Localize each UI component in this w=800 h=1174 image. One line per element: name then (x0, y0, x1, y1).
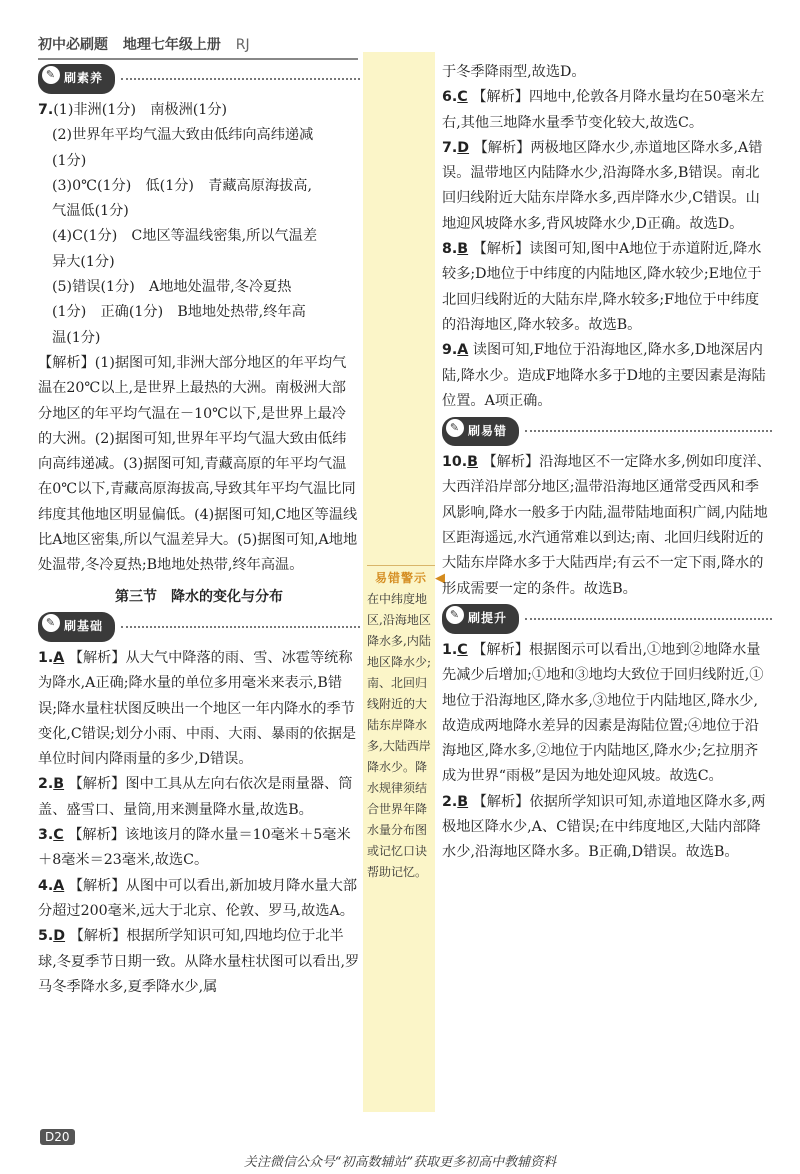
answer-line: 气温低(1分) (52, 203, 129, 220)
tag-label: 刷素养 (64, 71, 104, 86)
question-item: 5.D 【解析】根据所学知识可知,四地均位于北半球,冬夏季节日期一致。从降水量柱状图可以看出,罗马冬季降水多,夏季降水少,属 (38, 928, 360, 995)
section-tag-jichu (38, 614, 360, 640)
series-title: 初中必刷题 (38, 37, 108, 53)
analysis-label: 【解析】 (68, 827, 125, 844)
answer-letter: A (457, 342, 469, 359)
section-tag-yicuo (442, 418, 772, 444)
dotted-divider (121, 626, 360, 628)
warning-title: 易错警示 (367, 565, 435, 589)
page-header (38, 34, 368, 60)
tag-label: 刷基础 (64, 619, 104, 634)
analysis-label: 【解析】 (472, 793, 530, 810)
analysis-label: 【解析】 (69, 928, 127, 945)
question-item: 1.A 【解析】从大气中降落的雨、雪、冰雹等统称为降水,A正确;降水量的单位多用毫米来表示,B错误;降水量柱状图反映出一个地区一年内降水的季节变化,C错误;划分小雨、中雨、大雨、暴雨的依据是单位时间内降雨量的多少,D错误。 (38, 649, 357, 768)
analysis-text: 从图中可以看出,新加坡月降水量大部分超过200毫米,远大于北京、伦敦、罗马,故选A。 (38, 877, 358, 919)
analysis-text: 依据所学知识可知,赤道地区降水多,两极地区降水少,A、C错误;在中纬度地区,大陆内部降水少,沿海地区降水多。B正确,D错误。故选B。 (442, 793, 766, 861)
answer-line: (1分) (52, 152, 87, 169)
analysis-text: 四地中,伦敦各月降水量均在50毫米左右,其他三地降水量季节变化较大,故选C。 (442, 89, 765, 131)
analysis-label: 【解析】 (68, 649, 126, 666)
page-number: D20 (40, 1129, 75, 1145)
question-item: 1.C 【解析】根据图示可以看出,①地到②地降水量先减少后增加;①地和③地均大致位于回归线附近,①地位于沿海地区,降水多,③地位于内陆地区,降水少,故造成两地降水差异的因素是海陆位置;④地位于沿海地区,降水多,②地位于内陆地区,降水少;乞拉朋齐成为世界“雨极”是因为地处迎风坡。故选C。 (442, 641, 764, 785)
answer-line: 温(1分) (52, 329, 101, 346)
question-item: 10.B 【解析】沿海地区不一定降水多,例如印度洋、大西洋沿岸部分地区;温带沿海地区通常受西风和季风影响,降水一般多于内陆,温带陆地面积广阔,内陆地区距海遥远,水汽通常难以到达;南、北回归线附近的大陆东岸降水多于大陆西岸;有云不一定下雨,降水的形成需要一定的条件。故选B。 (442, 454, 771, 597)
question-item: 8.B 【解析】读图可知,图中A地位于赤道附近,降水较多;D地位于中纬度的内陆地区,降水较少;E地位于北回归线附近的大陆东岸,降水较多;F地位于中纬度的沿海地区,降水较多。故选B。 (442, 241, 762, 333)
question-item: 7.D 【解析】两极地区降水少,赤道地区降水多,A错误。温带地区内陆降水少,沿海降水多,B错误。南北回归线附近大陆东岸降水多,西岸降水少,C错误。山地迎风坡降水多,背风坡降水少,D正确。故选D。 (442, 139, 763, 232)
question-item: 2.B 【解析】图中工具从左向右依次是雨量器、筒盖、盛雪口、量筒,用来测量降水量,故选B。 (38, 776, 353, 818)
answer-line: (4)C(1分) C地区等温线密集,所以气温差 (52, 228, 318, 245)
analysis-text: 读图可知,图中A地位于赤道附近,降水较多;D地位于中纬度的内陆地区,降水较少;E地位于北回归线附近的大陆东岸,降水较多;F地位于中纬度的沿海地区,降水较多。故选B。 (442, 241, 762, 333)
edition-label: RJ (235, 37, 250, 53)
answer-letter: D (457, 139, 470, 156)
answer-line: (1)非洲(1分) 南极洲(1分) (53, 102, 228, 118)
question-7 (38, 98, 360, 579)
left-column (38, 62, 360, 1000)
question-item: 4.A 【解析】从图中可以看出,新加坡月降水量大部分超过200毫米,远大于北京、伦敦、罗马,故选A。 (38, 877, 358, 919)
question-number: 7. (38, 102, 54, 118)
answer-letter: C (457, 641, 468, 658)
answer-line: 异大(1分) (52, 253, 115, 270)
section-tag-suyang (38, 66, 360, 92)
section-tag-tisheng (442, 606, 772, 632)
pen-icon: ✎ (446, 606, 464, 624)
warning-text: 在中纬度地区,沿海地区降水多,内陆地区降水少;南、北回归线附近的大陆东岸降水多,大陆西岸降水少。降水规律须结合世界年降水量分布图或记忆口诀帮助记忆。 (367, 592, 432, 879)
answer-line: (5)错误(1分) A地地处温带,冬冷夏热 (52, 279, 292, 296)
book-title: 地理七年级上册 (122, 37, 221, 53)
answer-line: (3)0℃(1分) 低(1分) 青藏高原海拔高, (52, 177, 312, 194)
question-item: 9.A 读图可知,F地位于沿海地区,降水多,D地深居内陆,降水少。造成F地降水多于D地的主要因素是海陆位置。A项正确。 (442, 342, 766, 409)
arrow-left-icon: ◀ (435, 571, 445, 586)
analysis-text: 两极地区降水少,赤道地区降水多,A错误。温带地区内陆降水少,沿海降水多,B错误。南北回归线附近大陆东岸降水多,西岸降水少,C错误。山地迎风坡降水多,背风坡降水少,D正确。故选D。 (442, 139, 763, 232)
analysis-text: 根据所学知识可知,四地均位于北半球,冬夏季节日期一致。从降水量柱状图可以看出,罗马冬季降水多,夏季降水少,属 (38, 928, 360, 995)
answer-letter: A (53, 877, 65, 894)
tag-label: 刷易错 (468, 423, 508, 438)
analysis-text: 沿海地区不一定降水多,例如印度洋、大西洋沿岸部分地区;温带沿海地区通常受西风和季风影响,降水一般多于内陆,温带陆地面积广阔,内陆地区距海遥远,水汽通常难以到达;南、北回归线附近的大陆东岸降水多于大陆西岸;有云不一定下雨,降水的形成需要一定的条件。故选B。 (442, 454, 771, 597)
answer-letter: D (53, 928, 66, 945)
answer-letter: B (467, 454, 478, 471)
dotted-divider (525, 430, 772, 432)
header-divider (38, 58, 358, 60)
answer-line: (2)世界年平均气温大致由低纬向高纬递减 (52, 127, 314, 144)
answer-letter: A (53, 649, 65, 666)
analysis-text: 该地该月的降水量＝10毫米＋5毫米＋8毫米＝23毫米,故选C。 (38, 827, 351, 869)
answer-letter: C (53, 827, 64, 844)
answer-letter: B (457, 241, 469, 258)
analysis-text: 根据图示可以看出,①地到②地降水量先减少后增加;①地和③地均大致位于回归线附近,①地位于沿海地区,降水多,③地位于内陆地区,降水少,故造成两地降水差异的因素是海陆位置;④地位于沿海地区,降水多,②地位于内陆地区,降水少;乞拉朋齐成为世界“雨极”是因为地处迎风坡。故选C。 (442, 641, 764, 785)
dotted-divider (121, 78, 360, 80)
tag-label: 刷提升 (468, 611, 508, 626)
analysis-label: 【解析】 (472, 641, 529, 658)
analysis-label: 【解析】 (38, 354, 95, 371)
analysis-text: 读图可知,F地位于沿海地区,降水多,D地深居内陆,降水少。造成F地降水多于D地的主要因素是海陆位置。A项正确。 (442, 342, 766, 409)
footer-note: 关注微信公众号“初高数辅站”获取更多初高中教辅资料 (243, 1155, 557, 1170)
question-item: 6.C 【解析】四地中,伦敦各月降水量均在50毫米左右,其他三地降水量季节变化较大,故选C。 (442, 89, 765, 131)
question-item: 3.C 【解析】该地该月的降水量＝10毫米＋5毫米＋8毫米＝23毫米,故选C。 (38, 827, 351, 869)
analysis-label: 【解析】 (68, 877, 126, 894)
analysis-label: 【解析】 (482, 454, 540, 471)
pen-icon: ✎ (446, 419, 464, 437)
continued-text: 于冬季降雨型,故选D。 (442, 64, 586, 80)
analysis-label: 【解析】 (68, 776, 126, 793)
analysis-text: 从大气中降落的雨、雪、冰雹等统称为降水,A正确;降水量的单位多用毫米来表示,B错误;降水量柱状图反映出一个地区一年内降水的季节变化,C错误;划分小雨、中雨、大雨、暴雨的依据是单位时间内降雨量的多少,D错误。 (38, 649, 357, 768)
right-column (442, 60, 772, 866)
analysis-label: 【解析】 (472, 89, 529, 106)
analysis-text: (1)据图可知,非洲大部分地区的年平均气温在20℃以上,是世界上最热的大洲。南极洲大部分地区的年平均气温在－10℃以下,是世界上最冷的大洲。(2)据图可知,世界年平均气温大致由低纬向高纬递减。(3)据图可知,青藏高原的年平均气温在0℃以下,青藏高原海拔高,导致其年平均气温比同纬度其他地区明显偏低。(4)据图可知,C地区等温线比A地区密集,所以气温差异大。(5)据图可知,A地地处温带,冬冷夏热;B地地处热带,终年高温。 (38, 354, 358, 574)
error-warning-box (363, 565, 445, 883)
answer-letter: C (457, 89, 468, 106)
question-item: 2.B 【解析】依据所学知识可知,赤道地区降水多,两极地区降水少,A、C错误;在中纬度地区,大陆内部降水少,沿海地区降水多。B正确,D错误。故选B。 (442, 793, 766, 861)
answer-line: (1分) 正确(1分) B地地处热带,终年高 (52, 304, 306, 321)
analysis-label: 【解析】 (473, 139, 531, 156)
dotted-divider (525, 618, 772, 620)
pen-icon: ✎ (42, 66, 60, 84)
analysis-text: 图中工具从左向右依次是雨量器、筒盖、盛雪口、量筒,用来测量降水量,故选B。 (38, 776, 353, 818)
answer-letter: B (457, 793, 469, 810)
section-title: 第三节 降水的变化与分布 (115, 588, 283, 605)
pen-icon: ✎ (42, 614, 60, 632)
analysis-label: 【解析】 (472, 241, 530, 258)
answer-letter: B (53, 776, 65, 793)
